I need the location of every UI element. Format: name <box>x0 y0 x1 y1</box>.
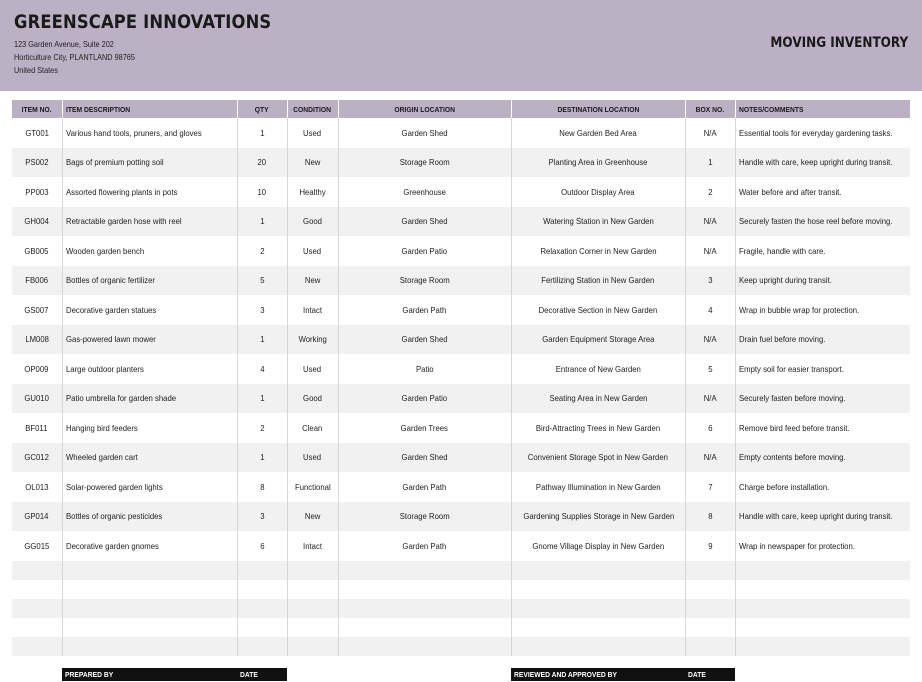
table-row <box>12 443 910 473</box>
origin-location-cell: Garden Shed <box>338 207 511 237</box>
column-header-condition: CONDITION <box>287 100 338 118</box>
qty-cell: 3 <box>237 295 287 325</box>
empty-cell <box>287 599 338 618</box>
empty-cell <box>62 618 237 637</box>
origin-location-cell: Garden Path <box>338 531 511 561</box>
condition-cell: Intact <box>287 295 338 325</box>
item-description-cell: Bottles of organic pesticides <box>62 502 237 532</box>
document-header <box>0 0 922 91</box>
empty-table-row <box>12 618 910 637</box>
empty-cell <box>511 637 685 656</box>
notes-cell: Wrap in newspaper for protection. <box>738 540 855 551</box>
condition-cell: Good <box>287 207 338 237</box>
empty-table-row <box>12 580 910 599</box>
item-description-cell: Retractable garden hose with reel <box>62 207 237 237</box>
origin-location-cell: Garden Patio <box>338 384 511 414</box>
origin-location-cell: Garden Shed <box>338 443 511 473</box>
origin-location-cell: Greenhouse <box>338 177 511 207</box>
empty-cell <box>12 637 62 656</box>
destination-location-cell: Garden Equipment Storage Area <box>511 325 685 355</box>
origin-location-cell: Garden Path <box>338 295 511 325</box>
qty-cell: 2 <box>237 236 287 266</box>
notes-cell: Water before and after transit. <box>738 186 841 197</box>
item-no-cell: GP014 <box>12 502 62 532</box>
destination-location-cell: Entrance of New Garden <box>511 354 685 384</box>
table-header-row <box>12 100 910 118</box>
item-no-cell: GS007 <box>12 295 62 325</box>
empty-cell <box>12 599 62 618</box>
empty-cell <box>511 580 685 599</box>
column-header-destination-location: DESTINATION LOCATION <box>511 100 685 118</box>
empty-cell <box>287 637 338 656</box>
notes-cell: Handle with care, keep upright during transit. <box>735 502 910 532</box>
empty-table-row <box>12 599 910 618</box>
empty-cell <box>685 618 735 637</box>
item-description-cell: Decorative garden statues <box>62 295 237 325</box>
origin-location-cell: Garden Trees <box>338 413 511 443</box>
company-address-line3: United States <box>14 65 58 75</box>
origin-location-cell: Garden Path <box>338 472 511 502</box>
destination-location-cell: Bird-Attracting Trees in New Garden <box>511 413 685 443</box>
table-row <box>12 354 910 384</box>
destination-location-cell: New Garden Bed Area <box>511 118 685 148</box>
box-no-cell: 8 <box>685 502 735 532</box>
qty-cell: 20 <box>237 148 287 178</box>
notes-cell: Empty contents before moving. <box>735 443 910 473</box>
empty-table-row <box>12 561 910 580</box>
column-header-item-description: ITEM DESCRIPTION <box>62 100 237 118</box>
condition-cell: New <box>287 502 338 532</box>
box-no-cell: N/A <box>685 325 735 355</box>
condition-cell: Intact <box>287 531 338 561</box>
empty-cell <box>338 637 511 656</box>
table-row <box>12 502 910 532</box>
condition-cell: New <box>287 266 338 296</box>
condition-cell: Used <box>287 118 338 148</box>
empty-cell <box>62 561 237 580</box>
table-row <box>12 531 910 561</box>
inventory-table <box>12 100 910 656</box>
empty-cell <box>338 580 511 599</box>
table-row <box>12 177 910 207</box>
notes-cell: Securely fasten before moving. <box>735 384 910 414</box>
destination-location-cell: Convenient Storage Spot in New Garden <box>511 443 685 473</box>
origin-location-cell: Storage Room <box>338 266 511 296</box>
company-address-line1: 123 Garden Avenue, Suite 202 <box>14 39 114 49</box>
notes-cell: Drain fuel before moving. <box>735 325 910 355</box>
destination-location-cell: Gardening Supplies Storage in New Garden <box>511 502 685 532</box>
qty-cell: 1 <box>237 384 287 414</box>
empty-cell <box>287 561 338 580</box>
column-header-origin-location: ORIGIN LOCATION <box>338 100 511 118</box>
condition-cell: Good <box>287 384 338 414</box>
table-row <box>12 118 910 148</box>
notes-cell: Essential tools for everyday gardening tasks. <box>738 127 892 138</box>
table-row <box>12 472 910 502</box>
item-description-cell: Wheeled garden cart <box>62 443 237 473</box>
origin-location-cell: Storage Room <box>338 502 511 532</box>
origin-location-cell: Patio <box>338 354 511 384</box>
qty-cell: 5 <box>237 266 287 296</box>
destination-location-cell: Planting Area in Greenhouse <box>511 148 685 178</box>
notes-cell: Empty soil for easier transport. <box>738 363 844 374</box>
destination-location-cell: Relaxation Corner in New Garden <box>511 236 685 266</box>
box-no-cell: N/A <box>685 207 735 237</box>
item-description-cell: Bottles of organic fertilizer <box>62 266 237 296</box>
empty-cell <box>735 599 910 618</box>
table-row <box>12 266 910 296</box>
empty-cell <box>685 637 735 656</box>
item-description-cell: Large outdoor planters <box>62 354 237 384</box>
notes-cell: Handle with care, keep upright during transit. <box>735 148 910 178</box>
box-no-cell: N/A <box>685 236 735 266</box>
item-description-cell: Hanging bird feeders <box>62 413 237 443</box>
item-no-cell: PP003 <box>12 177 62 207</box>
empty-cell <box>237 618 287 637</box>
item-no-cell: BF011 <box>12 413 62 443</box>
origin-location-cell: Garden Shed <box>338 325 511 355</box>
empty-cell <box>735 580 910 599</box>
condition-cell: Used <box>287 354 338 384</box>
empty-cell <box>237 561 287 580</box>
table-row <box>12 384 910 414</box>
qty-cell: 4 <box>237 354 287 384</box>
item-no-cell: GH004 <box>12 207 62 237</box>
empty-cell <box>237 637 287 656</box>
qty-cell: 1 <box>237 207 287 237</box>
condition-cell: Working <box>287 325 338 355</box>
empty-cell <box>735 637 910 656</box>
condition-cell: New <box>287 148 338 178</box>
qty-cell: 8 <box>237 472 287 502</box>
item-description-cell: Bags of premium potting soil <box>62 148 237 178</box>
company-name: GREENSCAPE INNOVATIONS <box>14 11 272 33</box>
destination-location-cell: Gnome Village Display in New Garden <box>511 531 685 561</box>
destination-location-cell: Seating Area in New Garden <box>511 384 685 414</box>
condition-cell: Healthy <box>287 177 338 207</box>
item-no-cell: GC012 <box>12 443 62 473</box>
notes-cell: Securely fasten the hose reel before moving. <box>735 207 910 237</box>
table-row <box>12 148 910 178</box>
empty-cell <box>338 618 511 637</box>
qty-cell: 2 <box>237 413 287 443</box>
document-title: MOVING INVENTORY <box>770 35 908 51</box>
qty-cell: 1 <box>237 118 287 148</box>
qty-cell: 1 <box>237 325 287 355</box>
column-header-item-no: ITEM NO. <box>12 100 62 118</box>
empty-table-row <box>12 637 910 656</box>
prepared-by-label: PREPARED BY <box>62 668 237 681</box>
empty-cell <box>237 599 287 618</box>
empty-cell <box>338 599 511 618</box>
reviewed-by-label: REVIEWED AND APPROVED BY <box>511 668 685 681</box>
empty-cell <box>62 599 237 618</box>
box-no-cell: 3 <box>685 266 735 296</box>
notes-cell: Fragile, handle with care. <box>738 245 825 256</box>
table-row <box>12 207 910 237</box>
box-no-cell: 6 <box>685 413 735 443</box>
item-no-cell: GT001 <box>12 118 62 148</box>
item-description-cell: Assorted flowering plants in pots <box>62 177 237 207</box>
empty-cell <box>511 599 685 618</box>
item-no-cell: GB005 <box>12 236 62 266</box>
item-no-cell: OP009 <box>12 354 62 384</box>
empty-cell <box>287 618 338 637</box>
empty-cell <box>735 618 910 637</box>
empty-cell <box>685 599 735 618</box>
notes-cell: Charge before installation. <box>738 481 829 492</box>
box-no-cell: N/A <box>685 118 735 148</box>
empty-cell <box>237 580 287 599</box>
item-no-cell: PS002 <box>12 148 62 178</box>
condition-cell: Functional <box>287 472 338 502</box>
table-row <box>12 236 910 266</box>
box-no-cell: 2 <box>685 177 735 207</box>
item-description-cell: Wooden garden bench <box>62 236 237 266</box>
item-description-cell: Gas-powered lawn mower <box>62 325 237 355</box>
destination-location-cell: Outdoor Display Area <box>511 177 685 207</box>
table-row <box>12 295 910 325</box>
condition-cell: Used <box>287 236 338 266</box>
box-no-cell: 9 <box>685 531 735 561</box>
qty-cell: 10 <box>237 177 287 207</box>
notes-cell: Remove bird feed before transit. <box>738 422 849 433</box>
empty-cell <box>12 561 62 580</box>
empty-cell <box>12 618 62 637</box>
origin-location-cell: Garden Shed <box>338 118 511 148</box>
inventory-table-body <box>12 118 910 656</box>
empty-cell <box>685 580 735 599</box>
item-description-cell: Solar-powered garden lights <box>62 472 237 502</box>
qty-cell: 3 <box>237 502 287 532</box>
origin-location-cell: Storage Room <box>338 148 511 178</box>
destination-location-cell: Watering Station in New Garden <box>511 207 685 237</box>
box-no-cell: 5 <box>685 354 735 384</box>
box-no-cell: 7 <box>685 472 735 502</box>
table-row <box>12 325 910 355</box>
box-no-cell: 1 <box>685 148 735 178</box>
item-no-cell: GU010 <box>12 384 62 414</box>
empty-cell <box>685 561 735 580</box>
inventory-table-container <box>12 100 910 656</box>
table-row <box>12 413 910 443</box>
condition-cell: Used <box>287 443 338 473</box>
empty-cell <box>12 580 62 599</box>
item-no-cell: OL013 <box>12 472 62 502</box>
destination-location-cell: Fertilizing Station in New Garden <box>511 266 685 296</box>
empty-cell <box>511 618 685 637</box>
notes-cell: Keep upright during transit. <box>735 266 910 296</box>
destination-location-cell: Decorative Section in New Garden <box>511 295 685 325</box>
column-header-box-no: BOX NO. <box>685 100 735 118</box>
box-no-cell: N/A <box>685 384 735 414</box>
qty-cell: 1 <box>237 443 287 473</box>
empty-cell <box>338 561 511 580</box>
box-no-cell: 4 <box>685 295 735 325</box>
empty-cell <box>287 580 338 599</box>
reviewed-date-label: DATE <box>685 668 735 681</box>
empty-cell <box>511 561 685 580</box>
qty-cell: 6 <box>237 531 287 561</box>
item-no-cell: FB006 <box>12 266 62 296</box>
empty-cell <box>62 580 237 599</box>
destination-location-cell: Pathway Illumination in New Garden <box>511 472 685 502</box>
origin-location-cell: Garden Patio <box>338 236 511 266</box>
box-no-cell: N/A <box>685 443 735 473</box>
prepared-date-label: DATE <box>237 668 287 681</box>
column-header-qty: QTY <box>237 100 287 118</box>
item-no-cell: LM008 <box>12 325 62 355</box>
column-header-notes: NOTES/COMMENTS <box>735 100 910 118</box>
notes-cell: Wrap in bubble wrap for protection. <box>738 304 859 315</box>
item-description-cell: Decorative garden gnomes <box>62 531 237 561</box>
item-description-cell: Patio umbrella for garden shade <box>62 384 237 414</box>
empty-cell <box>62 637 237 656</box>
company-address-line2: Horticulture City, PLANTLAND 98765 <box>14 52 135 62</box>
item-no-cell: GG015 <box>12 531 62 561</box>
condition-cell: Clean <box>287 413 338 443</box>
item-description-cell: Various hand tools, pruners, and gloves <box>62 118 237 148</box>
empty-cell <box>735 561 910 580</box>
